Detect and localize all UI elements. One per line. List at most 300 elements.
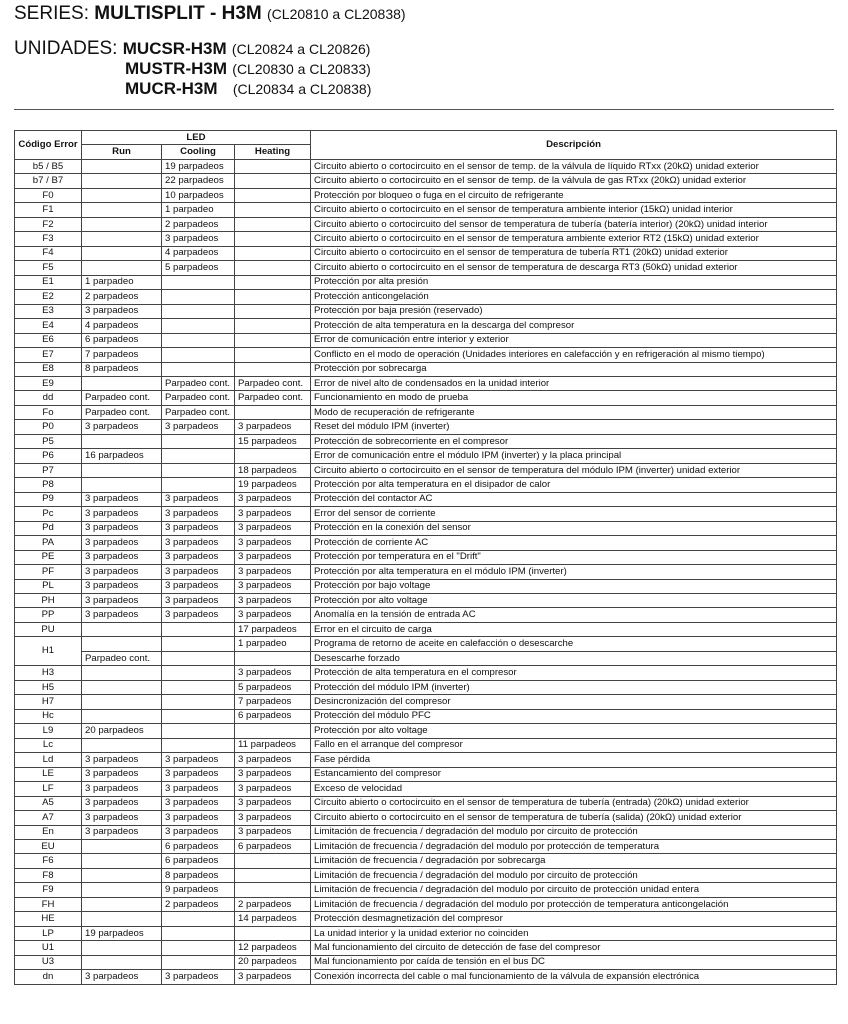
- cooling-cell: 6 parpadeos: [162, 839, 235, 853]
- table-row: [15, 695, 837, 709]
- description-cell: Protección desmagnetización del compresor: [311, 912, 837, 926]
- description-cell: Limitación de frecuencia / degradación del modulo por circuito de protección: [311, 825, 837, 839]
- cooling-cell: [162, 290, 235, 304]
- description-cell: La unidad interior y la unidad exterior no coinciden: [311, 926, 837, 940]
- cooling-cell: [162, 724, 235, 738]
- heating-cell: 3 parpadeos: [235, 825, 311, 839]
- cooling-cell: 5 parpadeos: [162, 261, 235, 275]
- run-cell: [82, 434, 162, 448]
- run-cell: 20 parpadeos: [82, 724, 162, 738]
- heating-cell: 3 parpadeos: [235, 608, 311, 622]
- cooling-cell: 2 parpadeos: [162, 217, 235, 231]
- cooling-cell: [162, 478, 235, 492]
- heating-cell: [235, 290, 311, 304]
- run-cell: Parpadeo cont.: [82, 651, 162, 665]
- cooling-cell: 3 parpadeos: [162, 825, 235, 839]
- table-row: [15, 362, 837, 376]
- error-code: Pc: [15, 507, 82, 521]
- heating-cell: 3 parpadeos: [235, 579, 311, 593]
- error-code: F8: [15, 868, 82, 882]
- cooling-cell: 2 parpadeos: [162, 897, 235, 911]
- cooling-cell: 3 parpadeos: [162, 753, 235, 767]
- description-cell: Protección de corriente AC: [311, 536, 837, 550]
- cooling-cell: 9 parpadeos: [162, 883, 235, 897]
- table-row: [15, 955, 837, 969]
- table-row: [15, 767, 837, 781]
- cooling-cell: 3 parpadeos: [162, 796, 235, 810]
- error-code: P7: [15, 463, 82, 477]
- error-code: PA: [15, 536, 82, 550]
- series-codes: (CL20810 a CL20838): [267, 6, 406, 22]
- error-code: En: [15, 825, 82, 839]
- cooling-cell: 22 parpadeos: [162, 174, 235, 188]
- error-code: PE: [15, 550, 82, 564]
- run-cell: 3 parpadeos: [82, 521, 162, 535]
- description-cell: Protección por sobrecarga: [311, 362, 837, 376]
- error-code: E2: [15, 290, 82, 304]
- run-cell: [82, 203, 162, 217]
- run-cell: [82, 738, 162, 752]
- description-cell: Programa de retorno de aceite en calefacción o desescarche: [311, 637, 837, 651]
- cooling-cell: 3 parpadeos: [162, 536, 235, 550]
- heating-cell: [235, 188, 311, 202]
- cooling-cell: 3 parpadeos: [162, 811, 235, 825]
- description-cell: Protección del módulo PFC: [311, 709, 837, 723]
- error-code: F6: [15, 854, 82, 868]
- description-cell: Circuito abierto o cortocircuito del sensor de temperatura de tubería (batería interior) (20kΩ) unidad interior: [311, 217, 837, 231]
- cooling-cell: 3 parpadeos: [162, 782, 235, 796]
- table-row: [15, 232, 837, 246]
- error-code: PH: [15, 594, 82, 608]
- run-cell: [82, 622, 162, 636]
- error-code: P6: [15, 449, 82, 463]
- heating-cell: 3 parpadeos: [235, 536, 311, 550]
- table-row: [15, 492, 837, 506]
- cooling-cell: [162, 319, 235, 333]
- cooling-cell: [162, 449, 235, 463]
- table-row: [15, 391, 837, 405]
- run-cell: 16 parpadeos: [82, 449, 162, 463]
- run-cell: [82, 897, 162, 911]
- heating-cell: [235, 246, 311, 260]
- heating-cell: [235, 159, 311, 173]
- description-cell: Estancamiento del compresor: [311, 767, 837, 781]
- heating-cell: 7 parpadeos: [235, 695, 311, 709]
- error-code: P5: [15, 434, 82, 448]
- run-cell: Parpadeo cont.: [82, 405, 162, 419]
- heating-cell: 2 parpadeos: [235, 897, 311, 911]
- table-row: [15, 174, 837, 188]
- description-cell: Conexión incorrecta del cable o mal funcionamiento de la válvula de expansión electrónica: [311, 970, 837, 984]
- description-cell: Anomalía en la tensión de entrada AC: [311, 608, 837, 622]
- heating-cell: [235, 217, 311, 231]
- error-code: E8: [15, 362, 82, 376]
- error-code: E3: [15, 304, 82, 318]
- run-cell: [82, 680, 162, 694]
- heating-cell: [235, 174, 311, 188]
- error-code: Lc: [15, 738, 82, 752]
- description-cell: Circuito abierto o cortocircuito en el sensor de temperatura de tubería (salida) (20kΩ) unidad exterior: [311, 811, 837, 825]
- header-run: Run: [82, 145, 162, 159]
- cooling-cell: Parpadeo cont.: [162, 391, 235, 405]
- table-row: [15, 738, 837, 752]
- heating-cell: 19 parpadeos: [235, 478, 311, 492]
- unit-name: MUCSR-H3M: [122, 39, 227, 58]
- table-body: [15, 159, 837, 636]
- error-code: H3: [15, 666, 82, 680]
- table-row: [15, 159, 837, 173]
- cooling-cell: 3 parpadeos: [162, 594, 235, 608]
- cooling-cell: 3 parpadeos: [162, 608, 235, 622]
- run-cell: [82, 941, 162, 955]
- run-cell: 3 parpadeos: [82, 608, 162, 622]
- table-row: [15, 680, 837, 694]
- cooling-cell: 4 parpadeos: [162, 246, 235, 260]
- table-row: [15, 449, 837, 463]
- run-cell: 8 parpadeos: [82, 362, 162, 376]
- run-cell: 2 parpadeos: [82, 290, 162, 304]
- heating-cell: Parpadeo cont.: [235, 391, 311, 405]
- error-code: A5: [15, 796, 82, 810]
- cooling-cell: [162, 348, 235, 362]
- cooling-cell: [162, 709, 235, 723]
- run-cell: 3 parpadeos: [82, 753, 162, 767]
- run-cell: 3 parpadeos: [82, 594, 162, 608]
- error-code: Hc: [15, 709, 82, 723]
- description-cell: Protección por temperatura en el "Drift": [311, 550, 837, 564]
- cooling-cell: [162, 622, 235, 636]
- table-body-h1: [15, 637, 837, 666]
- description-cell: Protección anticongelación: [311, 290, 837, 304]
- table-row: [15, 463, 837, 477]
- description-cell: Protección de sobrecorriente en el compresor: [311, 434, 837, 448]
- table-row: [15, 290, 837, 304]
- description-cell: Exceso de velocidad: [311, 782, 837, 796]
- description-cell: Circuito abierto o cortocircuito en el sensor de temperatura ambiente exterior RT2 (15kΩ) unidad exterior: [311, 232, 837, 246]
- table-row: [15, 709, 837, 723]
- run-cell: 3 parpadeos: [82, 811, 162, 825]
- unit-name: MUCR-H3M: [125, 79, 218, 98]
- cooling-cell: 3 parpadeos: [162, 521, 235, 535]
- description-cell: Protección del contactor AC: [311, 492, 837, 506]
- table-row: [15, 897, 837, 911]
- error-code: A7: [15, 811, 82, 825]
- error-code: LE: [15, 767, 82, 781]
- heating-cell: [235, 275, 311, 289]
- run-cell: 19 parpadeos: [82, 926, 162, 940]
- heating-cell: 18 parpadeos: [235, 463, 311, 477]
- run-cell: [82, 883, 162, 897]
- table-row: [15, 261, 837, 275]
- description-cell: Desincronización del compresor: [311, 695, 837, 709]
- series-line: [14, 3, 406, 25]
- run-cell: [82, 709, 162, 723]
- header-heating: Heating: [235, 145, 311, 159]
- table-row: [15, 811, 837, 825]
- description-cell: Protección de alta temperatura en la descarga del compresor: [311, 319, 837, 333]
- description-cell: Protección por baja presión (reservado): [311, 304, 837, 318]
- table-row: [15, 434, 837, 448]
- run-cell: 3 parpadeos: [82, 420, 162, 434]
- cooling-cell: 6 parpadeos: [162, 854, 235, 868]
- table-row: [15, 839, 837, 853]
- run-cell: [82, 232, 162, 246]
- heating-cell: 3 parpadeos: [235, 666, 311, 680]
- error-code: Pd: [15, 521, 82, 535]
- description-cell: Circuito abierto o cortocircuito en el sensor de temp. de la válvula de líquido RTxx (20kΩ) unidad exterior: [311, 159, 837, 173]
- table-row: [15, 521, 837, 535]
- series-label: SERIES:: [14, 3, 89, 24]
- error-code: F9: [15, 883, 82, 897]
- run-cell: [82, 261, 162, 275]
- run-cell: 7 parpadeos: [82, 348, 162, 362]
- heating-cell: [235, 261, 311, 275]
- cooling-cell: 10 parpadeos: [162, 188, 235, 202]
- description-cell: Funcionamiento en modo de prueba: [311, 391, 837, 405]
- table-row: [15, 651, 837, 665]
- error-code: PL: [15, 579, 82, 593]
- header-code: Código Error: [15, 131, 82, 160]
- table-row: [15, 319, 837, 333]
- error-code: Fo: [15, 405, 82, 419]
- heating-cell: 12 parpadeos: [235, 941, 311, 955]
- run-cell: [82, 912, 162, 926]
- heating-cell: [235, 362, 311, 376]
- error-code: dd: [15, 391, 82, 405]
- heating-cell: [235, 203, 311, 217]
- cooling-cell: 3 parpadeos: [162, 579, 235, 593]
- heating-cell: 15 parpadeos: [235, 434, 311, 448]
- run-cell: [82, 217, 162, 231]
- cooling-cell: 3 parpadeos: [162, 550, 235, 564]
- description-cell: Protección del módulo IPM (inverter): [311, 680, 837, 694]
- unit-name: MUSTR-H3M: [125, 59, 227, 78]
- heating-cell: 3 parpadeos: [235, 521, 311, 535]
- heating-cell: Parpadeo cont.: [235, 376, 311, 390]
- description-cell: Protección por bloqueo o fuga en el circuito de refrigerante: [311, 188, 837, 202]
- run-cell: [82, 159, 162, 173]
- run-cell: [82, 955, 162, 969]
- error-code: EU: [15, 839, 82, 853]
- header-led: LED: [82, 131, 311, 145]
- run-cell: [82, 666, 162, 680]
- run-cell: 3 parpadeos: [82, 796, 162, 810]
- table-row: [15, 188, 837, 202]
- run-cell: 3 parpadeos: [82, 492, 162, 506]
- cooling-cell: [162, 666, 235, 680]
- run-cell: Parpadeo cont.: [82, 391, 162, 405]
- description-cell: Mal funcionamiento por caída de tensión en el bus DC: [311, 955, 837, 969]
- description-cell: Limitación de frecuencia / degradación del modulo por protección de temperatura: [311, 839, 837, 853]
- run-cell: 3 parpadeos: [82, 550, 162, 564]
- heating-cell: 17 parpadeos: [235, 622, 311, 636]
- table-row: [15, 637, 837, 651]
- error-code: HE: [15, 912, 82, 926]
- run-cell: 3 parpadeos: [82, 507, 162, 521]
- table-row: [15, 941, 837, 955]
- run-cell: [82, 868, 162, 882]
- heating-cell: 3 parpadeos: [235, 796, 311, 810]
- table-row: [15, 333, 837, 347]
- description-cell: Protección por alto voltage: [311, 594, 837, 608]
- table-row: [15, 550, 837, 564]
- table-row: [15, 796, 837, 810]
- heating-cell: 6 parpadeos: [235, 839, 311, 853]
- table-row: [15, 203, 837, 217]
- run-cell: 3 parpadeos: [82, 579, 162, 593]
- cooling-cell: [162, 680, 235, 694]
- table-row: [15, 753, 837, 767]
- error-code: F4: [15, 246, 82, 260]
- heating-cell: 3 parpadeos: [235, 753, 311, 767]
- heating-cell: 20 parpadeos: [235, 955, 311, 969]
- cooling-cell: Parpadeo cont.: [162, 376, 235, 390]
- heating-cell: [235, 405, 311, 419]
- table-row: [15, 536, 837, 550]
- description-cell: Limitación de frecuencia / degradación del modulo por protección de temperatura anticongelación: [311, 897, 837, 911]
- table-row: [15, 405, 837, 419]
- run-cell: 3 parpadeos: [82, 970, 162, 984]
- error-code: H5: [15, 680, 82, 694]
- description-cell: Desescarhe forzado: [311, 651, 837, 665]
- description-cell: Circuito abierto o cortocircuito en el sensor de temp. de la válvula de gas RTxx (20kΩ) unidad exterior: [311, 174, 837, 188]
- run-cell: 3 parpadeos: [82, 767, 162, 781]
- run-cell: [82, 839, 162, 853]
- error-code: U3: [15, 955, 82, 969]
- description-cell: Error de comunicación entre el módulo IPM (inverter) y la placa principal: [311, 449, 837, 463]
- description-cell: Protección por alto voltage: [311, 724, 837, 738]
- heating-cell: 1 parpadeo: [235, 637, 311, 651]
- heating-cell: 3 parpadeos: [235, 767, 311, 781]
- description-cell: Circuito abierto o cortocircuito en el sensor de temperatura de tubería RT1 (20kΩ) unidad exterior: [311, 246, 837, 260]
- error-code: E4: [15, 319, 82, 333]
- cooling-cell: [162, 275, 235, 289]
- error-code: U1: [15, 941, 82, 955]
- cooling-cell: [162, 912, 235, 926]
- heating-cell: 3 parpadeos: [235, 507, 311, 521]
- cooling-cell: 3 parpadeos: [162, 420, 235, 434]
- cooling-cell: 3 parpadeos: [162, 507, 235, 521]
- description-cell: Circuito abierto o cortocircuito en el sensor de temperatura del módulo IPM (inverter) unidad exterior: [311, 463, 837, 477]
- error-code: Ld: [15, 753, 82, 767]
- description-cell: Circuito abierto o cortocircuito en el sensor de temperatura de tubería (entrada) (20kΩ) unidad exterior: [311, 796, 837, 810]
- error-code: dn: [15, 970, 82, 984]
- description-cell: Limitación de frecuencia / degradación del modulo por circuito de protección: [311, 868, 837, 882]
- error-code: LF: [15, 782, 82, 796]
- error-code: P9: [15, 492, 82, 506]
- heating-cell: [235, 883, 311, 897]
- error-code: E9: [15, 376, 82, 390]
- error-code: F1: [15, 203, 82, 217]
- table-row: [15, 594, 837, 608]
- run-cell: [82, 854, 162, 868]
- description-cell: Reset del módulo IPM (inverter): [311, 420, 837, 434]
- table-row: [15, 579, 837, 593]
- table-row: [15, 666, 837, 680]
- description-cell: Protección por alta temperatura en el disipador de calor: [311, 478, 837, 492]
- heating-cell: 11 parpadeos: [235, 738, 311, 752]
- cooling-cell: [162, 651, 235, 665]
- run-cell: [82, 463, 162, 477]
- run-cell: 1 parpadeo: [82, 275, 162, 289]
- heating-cell: [235, 232, 311, 246]
- table-row: [15, 782, 837, 796]
- cooling-cell: [162, 434, 235, 448]
- run-cell: 4 parpadeos: [82, 319, 162, 333]
- error-code: b5 / B5: [15, 159, 82, 173]
- description-cell: Limitación de frecuencia / degradación del modulo por circuito de protección unidad entera: [311, 883, 837, 897]
- error-code: b7 / B7: [15, 174, 82, 188]
- run-cell: 3 parpadeos: [82, 782, 162, 796]
- cooling-cell: 19 parpadeos: [162, 159, 235, 173]
- description-cell: Fallo en el arranque del compresor: [311, 738, 837, 752]
- run-cell: [82, 188, 162, 202]
- description-cell: Protección por bajo voltage: [311, 579, 837, 593]
- heating-cell: [235, 651, 311, 665]
- run-cell: 3 parpadeos: [82, 565, 162, 579]
- run-cell: 6 parpadeos: [82, 333, 162, 347]
- cooling-cell: [162, 463, 235, 477]
- cooling-cell: [162, 941, 235, 955]
- cooling-cell: 3 parpadeos: [162, 232, 235, 246]
- description-cell: Conflicto en el modo de operación (Unidades interiores en calefacción y en refrigeración al mismo tiempo): [311, 348, 837, 362]
- error-code: E6: [15, 333, 82, 347]
- series-name: MULTISPLIT - H3M: [94, 3, 262, 24]
- table-row: [15, 420, 837, 434]
- unit-codes: (CL20830 a CL20833): [232, 61, 371, 77]
- heating-cell: 3 parpadeos: [235, 811, 311, 825]
- heating-cell: 6 parpadeos: [235, 709, 311, 723]
- table-row: [15, 825, 837, 839]
- run-cell: 3 parpadeos: [82, 536, 162, 550]
- cooling-cell: [162, 955, 235, 969]
- description-cell: Fase pérdida: [311, 753, 837, 767]
- heating-cell: 3 parpadeos: [235, 492, 311, 506]
- heating-cell: 3 parpadeos: [235, 782, 311, 796]
- header-divider: [14, 109, 834, 110]
- heating-cell: 3 parpadeos: [235, 420, 311, 434]
- error-code: F5: [15, 261, 82, 275]
- cooling-cell: 1 parpadeo: [162, 203, 235, 217]
- run-cell: 3 parpadeos: [82, 825, 162, 839]
- table-row: [15, 246, 837, 260]
- header-description: Descripción: [311, 131, 837, 160]
- run-cell: [82, 695, 162, 709]
- error-code: E7: [15, 348, 82, 362]
- cooling-cell: Parpadeo cont.: [162, 405, 235, 419]
- description-cell: Error del sensor de corriente: [311, 507, 837, 521]
- heating-cell: [235, 868, 311, 882]
- cooling-cell: [162, 738, 235, 752]
- description-cell: Error de comunicación entre interior y exterior: [311, 333, 837, 347]
- cooling-cell: 3 parpadeos: [162, 492, 235, 506]
- header-cooling: Cooling: [162, 145, 235, 159]
- heating-cell: [235, 926, 311, 940]
- units-line-1: [14, 38, 370, 60]
- run-cell: [82, 376, 162, 390]
- run-cell: [82, 637, 162, 651]
- units-line-3: [125, 78, 371, 100]
- run-cell: [82, 246, 162, 260]
- table-row: [15, 565, 837, 579]
- heating-cell: [235, 449, 311, 463]
- heating-cell: 3 parpadeos: [235, 970, 311, 984]
- table-row: [15, 912, 837, 926]
- error-code: PP: [15, 608, 82, 622]
- description-cell: Circuito abierto o cortocircuito en el sensor de temperatura ambiente interior (15kΩ) unidad interior: [311, 203, 837, 217]
- error-code: PF: [15, 565, 82, 579]
- run-cell: [82, 478, 162, 492]
